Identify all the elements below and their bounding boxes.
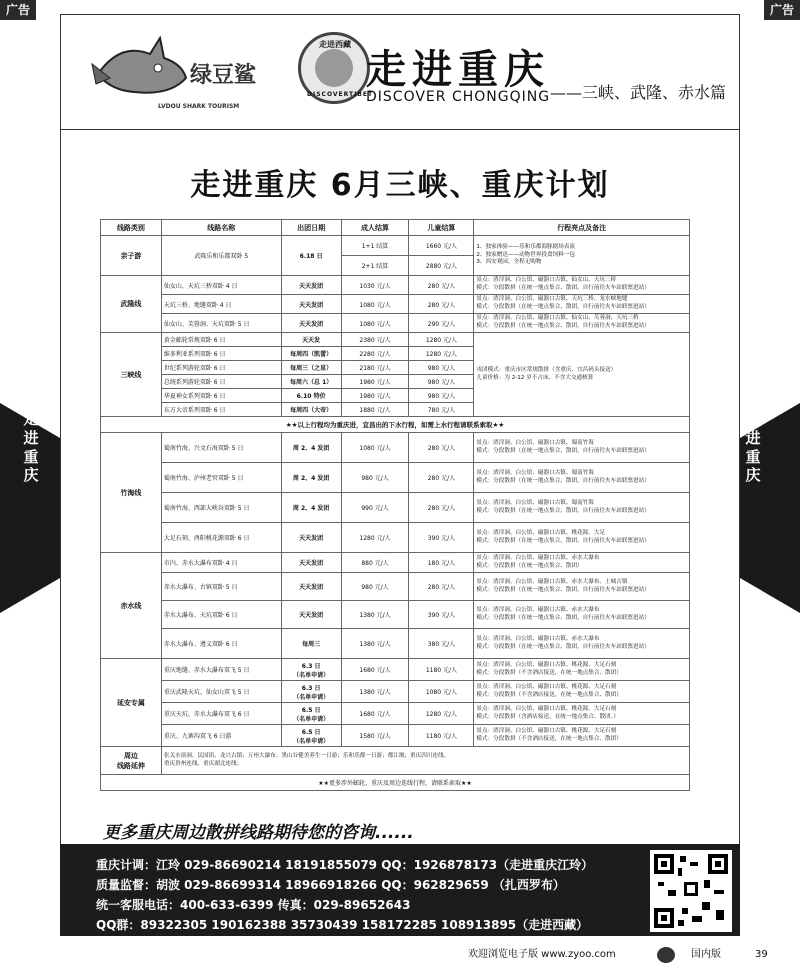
footnote-row [101,775,690,791]
table-row [101,573,690,601]
child-price: 1280 元/人 [409,333,474,347]
child-price: 280 元/人 [409,463,474,493]
route-name: 市内、赤水大瀑布双卧 4 日 [161,553,281,573]
table-row [101,747,690,775]
departure-date: 每周三（之星） [281,361,341,375]
adult-price: 1580 元/人 [341,725,409,747]
table-row [101,703,690,725]
table-row [101,276,690,295]
adult-price: 980 元/人 [341,463,409,493]
itinerary-note: 景点：渣滓洞、白公馆、磁器口古镇、桃花源、大足石刻 模式：分段散拼（不含酒店接送，在统一地点集合、散团） [474,681,690,703]
child-price: 380 元/人 [409,629,474,659]
table-row [101,463,690,493]
route-name: 大足石刻、酉阳桃花源双卧 6 日 [161,523,281,553]
itinerary-note: 景点：渣滓洞、白公馆、磁器口古镇、桃花源、大足 模式：分段散拼（在统一地点集合，散团，自行前往火车站联票进站） [474,523,690,553]
child-price: 980 元/人 [409,389,474,403]
route-name: 仙女山、天坑三桥双卧 4 日 [161,276,281,295]
seal-bottom-text: DISCOVERTIBET [307,91,374,98]
column-header: 成人结算 [341,220,409,236]
child-price: 390 元/人 [409,523,474,553]
route-name: 天坑三桥、地缝双卧 4 日 [161,295,281,314]
table-row [101,295,690,314]
departure-date: 天天发团 [281,314,341,333]
itinerary-note: 景点：渣滓洞、白公馆、磁器口古镇、赤水大瀑布 模式：分段散拼（在统一地点集合、散团，自行前往火车站联票进站） [474,629,690,659]
column-header: 行程亮点及备注 [474,220,690,236]
child-price: 180 元/人 [409,553,474,573]
extension-routes: 张关水溶洞、民国街、龙兴古镇；万州大瀑布；黑山谷健美养生一日游；乐和乐都一日游；都江堰；重庆四川连线、 重庆贵州连线、重庆湖北连线； [161,747,689,775]
departure-date: 天天发 [281,333,341,347]
departure-date: 天天发团 [281,295,341,314]
itinerary-note: 景点：渣滓洞、白公馆、磁器口古镇、桃花源、大足石刻 模式：分段散拼（不含酒店接送，在统一地点集合、散团） [474,725,690,747]
column-header: 线路名称 [161,220,281,236]
child-price: 1280 元/人 [409,703,474,725]
category-cell: 竹海线 [101,433,162,553]
departure-date: 天天发团 [281,601,341,629]
column-header: 出团日期 [281,220,341,236]
departure-date: 周 2、4 发团 [281,433,341,463]
departure-date: 每周六（总 1） [281,375,341,389]
category-cell: 武隆线 [101,276,162,333]
adult-price: 1280 元/人 [341,523,409,553]
itinerary-note: 景点：渣滓洞、白公馆、磁器口古镇、仙女山、芙蓉洞、天坑三桥 模式：分段散拼（在统一地点集合、散团，自行前往火车站联票进站） [474,314,690,333]
table-row [101,493,690,523]
itinerary-note: 景点：渣滓洞、白公馆、磁器口古镇、桃花源、大足石刻 模式：分段散拼（不含酒店接送，在统一地点集合、散团） [474,659,690,681]
route-name: 赤水大瀑布、天坑双卧 6 日 [161,601,281,629]
child-price: 280 元/人 [409,276,474,295]
adult-price: 2380 元/人 [341,333,409,347]
child-price: 390 元/人 [409,601,474,629]
ad-tag-right: 广告 [764,0,800,20]
child-price: 1180 元/人 [409,659,474,681]
tibet-seal [298,32,374,104]
departure-date: 周 2、4 发团 [281,463,341,493]
adult-price: 1080 元/人 [341,314,409,333]
route-name: 重庆武隆天坑、仙女山双飞 5 日 [161,681,281,703]
adult-price: 1080 元/人 [341,295,409,314]
table-row [101,236,690,256]
separator-note: ★★以上行程均为重庆进，宜昌出的下水行程，如需上水行程请联系索取★★ [101,417,690,433]
table-row [101,601,690,629]
adult-price: 1680 元/人 [341,659,409,681]
child-price: 780 元/人 [409,403,474,417]
departure-date: 天天发团 [281,553,341,573]
adult-price: 1030 元/人 [341,276,409,295]
departure-date: 6.5 日 （名单申请） [281,725,341,747]
route-name: 东方大帝系列双卧 6 日 [161,403,281,417]
ad-tag-left: 广告 [0,0,36,20]
route-name: 重庆、九寨沟双飞 6 日游 [161,725,281,747]
itinerary-note: 戎团模式：重庆市区常规散拼（含重庆、宜昌码头接送） 儿童价格：为 2-12 岁不占床、不含大交通核算 [474,333,690,417]
departure-date: 天天发团 [281,276,341,295]
category-cell: 周边 线路延伸 [101,747,162,775]
child-price: 280 元/人 [409,295,474,314]
child-price: 1180 元/人 [409,725,474,747]
child-price: 280 元/人 [409,573,474,601]
itinerary-note: 景点：渣滓洞、白公馆、磁器口古镇、桃花源、大足石刻 模式：分段散拼（含酒店接送，在统一地点集合、散团。） [474,703,690,725]
route-name: 仙女山、芙蓉洞、天坑双卧 5 日 [161,314,281,333]
route-name: 武隆乐和乐都双卧 5 [161,236,281,276]
departure-date: 周 2、4 发团 [281,493,341,523]
route-name: 蜀南竹海、泸州老窖双卧 5 日 [161,463,281,493]
adult-price: 2180 元/人 [341,361,409,375]
table-row [101,553,690,573]
page-title: 走进重庆 6月三峡、重庆计划 [190,168,610,203]
route-name: 蜀南竹海、西部大峡谷双卧 5 日 [161,493,281,523]
table-row [101,659,690,681]
table-header-row [101,220,690,236]
adult-price: 880 元/人 [341,553,409,573]
brand-subtitle: ——三峡、武隆、赤水篇 [550,83,727,102]
adult-price: 1380 元/人 [341,681,409,703]
page-number: 39 [755,949,768,960]
qr-code-icon [650,850,732,932]
table-row [101,725,690,747]
shark-logo [90,34,260,114]
category-cell: 赤水线 [101,553,162,659]
adult-price: 1380 元/人 [341,629,409,659]
itinerary-table [100,219,690,791]
footer-url: 欢迎浏览电子版 www.zyoo.com [468,949,616,960]
itinerary-note: 景点：渣滓洞、白公馆、磁器口古镇、仙女山、天坑三桥 模式：分段散拼（在统一地点集合、散团，自行前往火车站联票进站） [474,276,690,295]
contact-line-planner: 重庆计调：江玲 029-86690214 18191855079 QQ：1926878173（走进重庆江玲） [96,858,594,872]
table-row [101,629,690,659]
departure-date: 每周三 [281,629,341,659]
route-name: 重庆天坑、赤水大瀑布双飞 6 日 [161,703,281,725]
itinerary-note: 景点：渣滓洞、白公馆、磁器口古镇、蜀南竹海 模式：分段散拼（在统一地点集合，散团，自行前往火车站联票进站） [474,463,690,493]
child-price: 2880 元/人 [409,256,474,276]
adult-price: 980 元/人 [341,573,409,601]
route-name: 总统系列游轮双卧 6 日 [161,375,281,389]
column-header: 儿童结算 [409,220,474,236]
category-cell: 三峡线 [101,333,162,417]
table-footnote: ★★更多涉外邮轮、重庆及周边连线行程，请联系索取★★ [101,775,690,791]
adult-price: 1380 元/人 [341,601,409,629]
departure-date: 6.10 特价 [281,389,341,403]
route-name: 重庆地缝、赤水大瀑布双飞 5 日 [161,659,281,681]
table-row [101,523,690,553]
route-name: 赤水大瀑布、遵义双卧 6 日 [161,629,281,659]
child-price: 1660 元/人 [409,236,474,256]
route-name: 华夏神女系列双卧 6 日 [161,389,281,403]
departure-date: 6.3 日 （名单申请） [281,681,341,703]
child-price: 290 元/人 [409,314,474,333]
itinerary-note: 景点：渣滓洞、白公馆、磁器口古镇、天坑三桥、龙水峡地缝 模式：分段散拼（在统一地点集合、散团，自行前往火车站联票进站） [474,295,690,314]
route-name: 维多利亚系列双卧 6 日 [161,347,281,361]
departure-date: 每周四（大帝） [281,403,341,417]
adult-price: 2280 元/人 [341,347,409,361]
side-label-left: 走 进 重 庆 [23,410,39,485]
brand-english: DISCOVER CHONGQING [366,89,551,105]
route-name: 世纪系列游轮双卧 6 日 [161,361,281,375]
itinerary-note: 1、独家体验——乐和乐都海豚剧场表演 2、独家赠送——动物世界投食饲料一包 3、西安观园、全程无购物 [474,236,690,276]
zyoo-logo-icon [657,947,675,963]
child-price: 280 元/人 [409,493,474,523]
contact-line-quality: 质量监督：胡波 029-86699314 18966918266 QQ：962829659 （扎西罗布） [96,878,565,892]
contact-line-qq-groups: QQ群：89322305 190162388 35730439 158172285 108913895（走进西藏） [96,918,589,932]
child-price: 980 元/人 [409,361,474,375]
child-price: 1080 元/人 [409,681,474,703]
brand-title: 走进重庆 [366,47,550,93]
contact-line-service: 统一客服电话：400-633-6399 传真：029-89652643 [96,898,411,912]
itinerary-note: 景点：渣滓洞、白公馆、磁器口古镇、蜀南竹海 模式：分段散拼（在统一地点集合，散团，自行前往火车站联票进站） [474,493,690,523]
logo-subtext: LVDOU SHARK TOURISM [158,103,240,110]
route-name: 赤水大瀑布、古镇双卧 5 日 [161,573,281,601]
page-footer [0,944,800,966]
child-price: 980 元/人 [409,375,474,389]
column-header: 线路类别 [101,220,162,236]
table-row [101,433,690,463]
route-name: 黄金邮轮常规双卧 6 日 [161,333,281,347]
route-name: 蜀南竹海、兴文石海双卧 5 日 [161,433,281,463]
departure-date: 6.3 日 （名单申请） [281,659,341,681]
category-cell: 亲子游 [101,236,162,276]
table-row [101,681,690,703]
table-row [101,314,690,333]
contact-panel [60,844,740,936]
seal-top-text: 走进西藏 [319,40,351,49]
adult-price: 1080 元/人 [341,433,409,463]
departure-date: 6.18 日 [281,236,341,276]
itinerary-note: 景点：渣滓洞、白公馆、磁器口古镇、赤水大瀑布、土城古镇 模式：分段散拼（在统一地点集合、散团，自行前往火车站联票进站） [474,573,690,601]
itinerary-note: 景点：渣滓洞、白公馆、磁器口古镇、蜀南竹海 模式：分段散拼（在统一地点集合，散团，自行前往火车站联票进站） [474,433,690,463]
departure-date: 天天发团 [281,573,341,601]
child-price: 280 元/人 [409,433,474,463]
separator-row [101,417,690,433]
side-label-right: 走 进 重 庆 [745,410,761,485]
itinerary-note: 景点：渣滓洞、白公馆、磁器口古镇、赤水大瀑布 模式：分段散拼（在统一地点集合、散团） [474,553,690,573]
adult-price: 1680 元/人 [341,703,409,725]
footer-edition: 国内版 [691,949,721,960]
adult-price: 1880 元/人 [341,403,409,417]
departure-date: 6.5 日 （名单申请） [281,703,341,725]
table-row [101,333,690,347]
header-banner [60,18,740,130]
departure-date: 每周四（凯蕾） [281,347,341,361]
lotus-icon [315,49,353,87]
adult-price: 2+1 结算 [341,256,409,276]
slogan: 更多重庆周边散拼线路期待您的咨询...... [103,823,414,843]
category-cell: 延安专属 [101,659,162,747]
adult-price: 1+1 结算 [341,236,409,256]
departure-date: 天天发团 [281,523,341,553]
child-price: 1280 元/人 [409,347,474,361]
itinerary-note: 景点：渣滓洞、白公馆、磁器口古镇、赤水大瀑布 模式：分段散拼（在统一地点集合、散团，自行前往火车站联票进站） [474,601,690,629]
adult-price: 990 元/人 [341,493,409,523]
adult-price: 1980 元/人 [341,375,409,389]
adult-price: 1980 元/人 [341,389,409,403]
logo-text: 绿豆鲨 [190,63,257,88]
